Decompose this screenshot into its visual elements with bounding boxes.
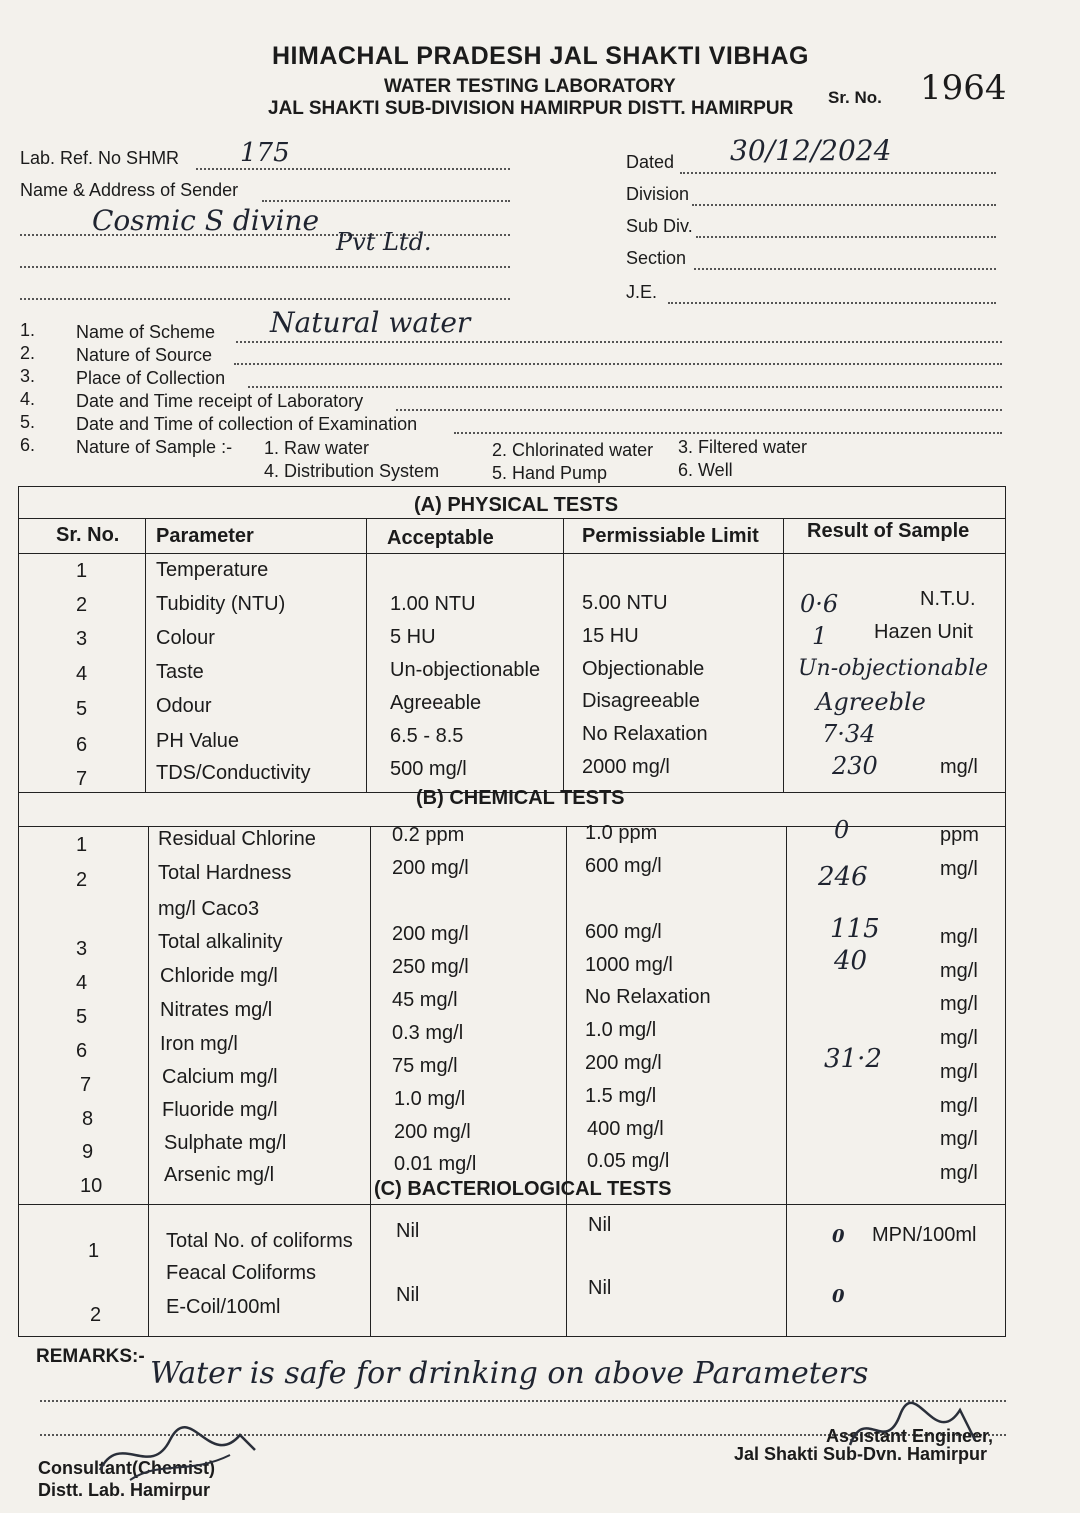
chemical-acceptable: 200 mg/l <box>394 1121 471 1143</box>
header-permissible: Permissiable Limit <box>582 525 759 547</box>
chemical-result: 115 <box>830 914 880 944</box>
signature-right <box>840 1400 990 1460</box>
header-parameter: Parameter <box>156 525 254 547</box>
physical-permissible: Objectionable <box>582 658 705 680</box>
chemical-permissible: 400 mg/l <box>587 1118 664 1140</box>
bacterial-param-sub: Feacal Coliforms <box>166 1262 317 1284</box>
division-label: Division <box>626 184 690 204</box>
chemical-acceptable: 200 mg/l <box>392 857 469 879</box>
chemical-sr: 1 <box>76 834 88 856</box>
chemical-unit: mg/l <box>940 1128 978 1150</box>
physical-result: Agreeble <box>816 688 926 716</box>
bacterial-acceptable: Nil <box>396 1220 420 1242</box>
sender-label: Name & Address of Sender <box>20 180 239 200</box>
physical-param: PH Value <box>156 730 240 752</box>
physical-param: TDS/Conductivity <box>156 762 311 784</box>
sample-option: 4. Distribution System <box>264 461 440 481</box>
chemical-unit: mg/l <box>940 993 978 1015</box>
physical-acceptable: 5 HU <box>390 626 436 648</box>
chemical-sr: 2 <box>76 869 88 891</box>
sample-option: 3. Filtered water <box>678 437 808 457</box>
chemical-unit: ppm <box>940 824 979 846</box>
bacterial-permissible: Nil <box>588 1277 612 1299</box>
chemical-sr: 5 <box>76 1006 88 1028</box>
bacterial-sr: 1 <box>88 1240 100 1262</box>
chemical-acceptable: 250 mg/l <box>392 956 469 978</box>
sender-line1: Cosmic S divine <box>92 204 320 237</box>
sr-no-label: Sr. No. <box>828 88 882 107</box>
chemical-param-unit: mg/l Caco3 <box>158 898 260 920</box>
chemical-acceptable: 1.0 mg/l <box>394 1088 466 1110</box>
chemical-acceptable: 45 mg/l <box>392 989 458 1011</box>
sample-option: 2. Chlorinated water <box>492 440 654 460</box>
item-label: Place of Collection <box>76 368 226 388</box>
remarks-text: Water is safe for drinking on above Parameters <box>150 1356 869 1391</box>
chemical-sr: 10 <box>80 1175 103 1197</box>
chemical-permissible: 600 mg/l <box>585 855 662 877</box>
item-num: 3. <box>20 366 36 386</box>
chemical-unit: mg/l <box>940 858 978 880</box>
physical-sr: 5 <box>76 698 88 720</box>
item-label: Name of Scheme <box>76 322 216 342</box>
chemical-param: Calcium mg/l <box>162 1066 278 1088</box>
chemical-result: 31·2 <box>824 1044 882 1074</box>
je-label: J.E. <box>626 282 658 302</box>
item-label: Date and Time of collection of Examination <box>76 414 418 434</box>
chemical-permissible: No Relaxation <box>585 986 711 1008</box>
footer-right-title: Assistant Engineer, <box>826 1426 994 1446</box>
physical-acceptable: 500 mg/l <box>390 758 467 780</box>
sample-option: 5. Hand Pump <box>492 463 608 483</box>
physical-result: 1 <box>812 622 828 650</box>
bacterial-acceptable: Nil <box>396 1284 420 1306</box>
item-num: 5. <box>20 412 36 432</box>
header-result: Result of Sample <box>807 520 970 542</box>
chemical-sr: 8 <box>82 1108 94 1130</box>
chemical-permissible: 0.05 mg/l <box>587 1150 670 1172</box>
chemical-param: Sulphate mg/l <box>164 1132 287 1154</box>
chemical-permissible: 600 mg/l <box>585 921 662 943</box>
bacterial-result: 0 <box>832 1286 845 1307</box>
chemical-permissible: 1.0 mg/l <box>585 1019 657 1041</box>
bacterial-sr: 2 <box>90 1304 102 1326</box>
footer-right-office: Jal Shakti Sub-Dvn. Hamirpur <box>734 1444 988 1464</box>
chemical-sr: 7 <box>80 1074 92 1096</box>
physical-unit: mg/l <box>940 756 978 778</box>
dated-label: Dated <box>626 152 675 172</box>
item-label: Nature of Source <box>76 345 213 365</box>
chemical-param: Residual Chlorine <box>158 828 316 850</box>
physical-permissible: No Relaxation <box>582 723 708 745</box>
chemical-unit: mg/l <box>940 1061 978 1083</box>
physical-result: 7·34 <box>822 720 876 748</box>
physical-param: Odour <box>156 695 212 717</box>
chemical-acceptable: 0.3 mg/l <box>392 1022 464 1044</box>
chemical-permissible: 1.5 mg/l <box>585 1085 657 1107</box>
remarks-label: REMARKS:- <box>36 1346 145 1367</box>
chemical-acceptable: 75 mg/l <box>392 1055 458 1077</box>
sender-line2: Pvt Ltd. <box>336 228 432 256</box>
physical-sr: 2 <box>76 594 88 616</box>
physical-param: Colour <box>156 627 215 649</box>
physical-result: 230 <box>832 752 878 780</box>
item-num: 4. <box>20 389 36 409</box>
physical-acceptable: Un-objectionable <box>390 659 541 681</box>
physical-acceptable: Agreeable <box>390 692 482 714</box>
chemical-param: Chloride mg/l <box>160 965 278 987</box>
chemical-result: 40 <box>834 946 868 976</box>
section-bacterial: (C) BACTERIOLOGICAL TESTS <box>374 1178 672 1200</box>
physical-sr: 7 <box>76 768 88 790</box>
physical-permissible: 5.00 NTU <box>582 592 668 614</box>
chemical-param: Total Hardness <box>158 862 292 884</box>
physical-sr: 3 <box>76 628 88 650</box>
item-num: 6. <box>20 435 36 455</box>
signature-left <box>90 1420 270 1490</box>
lab-title: WATER TESTING LABORATORY <box>384 76 676 97</box>
subdivision-title: JAL SHAKTI SUB-DIVISION HAMIRPUR DISTT. HAMIRPUR <box>268 98 794 119</box>
header-sr: Sr. No. <box>56 524 120 546</box>
bacterial-param: Total No. of coliforms <box>166 1230 353 1252</box>
item-label: Date and Time receipt of Laboratory <box>76 391 364 411</box>
physical-unit: N.T.U. <box>920 588 976 610</box>
bacterial-unit: MPN/100ml <box>872 1224 977 1246</box>
physical-result: Un-objectionable <box>798 656 989 681</box>
section-label: Section <box>626 248 687 268</box>
item-num: 2. <box>20 343 36 363</box>
physical-param: Temperature <box>156 559 269 581</box>
chemical-param: Arsenic mg/l <box>164 1164 275 1186</box>
physical-acceptable: 6.5 - 8.5 <box>390 725 464 747</box>
item-num: 1. <box>20 320 36 340</box>
physical-unit: Hazen Unit <box>874 621 973 643</box>
lab-ref-value: 175 <box>240 138 290 168</box>
chemical-unit: mg/l <box>940 960 978 982</box>
chemical-permissible: 1000 mg/l <box>585 954 673 976</box>
footer-left-office: Distt. Lab. Hamirpur <box>38 1480 211 1500</box>
chemical-result: 246 <box>818 862 868 892</box>
sample-option: 6. Well <box>678 460 733 480</box>
physical-sr: 6 <box>76 734 88 756</box>
chemical-unit: mg/l <box>940 1162 978 1184</box>
chemical-sr: 4 <box>76 972 88 994</box>
physical-permissible: 15 HU <box>582 625 639 647</box>
chemical-unit: mg/l <box>940 1095 978 1117</box>
chemical-sr: 3 <box>76 938 88 960</box>
chemical-permissible: 200 mg/l <box>585 1052 662 1074</box>
sample-option: 1. Raw water <box>264 438 370 458</box>
physical-acceptable: 1.00 NTU <box>390 593 476 615</box>
chemical-unit: mg/l <box>940 1027 978 1049</box>
org-title: HIMACHAL PRADESH JAL SHAKTI VIBHAG <box>272 42 809 70</box>
physical-sr: 1 <box>76 560 88 582</box>
chemical-permissible: 1.0 ppm <box>585 822 658 844</box>
chemical-acceptable: 0.2 ppm <box>392 824 465 846</box>
scheme-value: Natural water <box>270 306 471 339</box>
bacterial-permissible: Nil <box>588 1214 612 1236</box>
sr-no-value: 1964 <box>920 68 1007 108</box>
physical-param: Tubidity (NTU) <box>156 593 286 615</box>
lab-ref-label: Lab. Ref. No SHMR <box>20 148 180 168</box>
chemical-unit: mg/l <box>940 926 978 948</box>
physical-permissible: Disagreeable <box>582 690 700 712</box>
chemical-sr: 9 <box>82 1141 94 1163</box>
dated-value: 30/12/2024 <box>730 134 892 167</box>
physical-result: 0·6 <box>800 590 839 618</box>
chemical-param: Nitrates mg/l <box>160 999 273 1021</box>
chemical-result: 0 <box>834 816 850 844</box>
footer-left-title: Consultant(Chemist) <box>38 1458 215 1478</box>
section-chemical: (B) CHEMICAL TESTS <box>416 787 625 809</box>
chemical-param: Total alkalinity <box>158 931 283 953</box>
item-label: Nature of Sample :- <box>76 437 233 457</box>
chemical-acceptable: 0.01 mg/l <box>394 1153 477 1175</box>
physical-sr: 4 <box>76 663 88 685</box>
section-physical: (A) PHYSICAL TESTS <box>414 494 619 516</box>
physical-param: Taste <box>156 661 204 683</box>
chemical-sr: 6 <box>76 1040 88 1062</box>
bacterial-result: 0 <box>832 1226 845 1247</box>
chemical-param: Iron mg/l <box>160 1033 238 1055</box>
chemical-acceptable: 200 mg/l <box>392 923 469 945</box>
header-acceptable: Acceptable <box>387 527 494 549</box>
bacterial-param: E-Coil/100ml <box>166 1296 281 1318</box>
physical-permissible: 2000 mg/l <box>582 756 670 778</box>
subdiv-label: Sub Div. <box>626 216 693 236</box>
chemical-param: Fluoride mg/l <box>162 1099 278 1121</box>
